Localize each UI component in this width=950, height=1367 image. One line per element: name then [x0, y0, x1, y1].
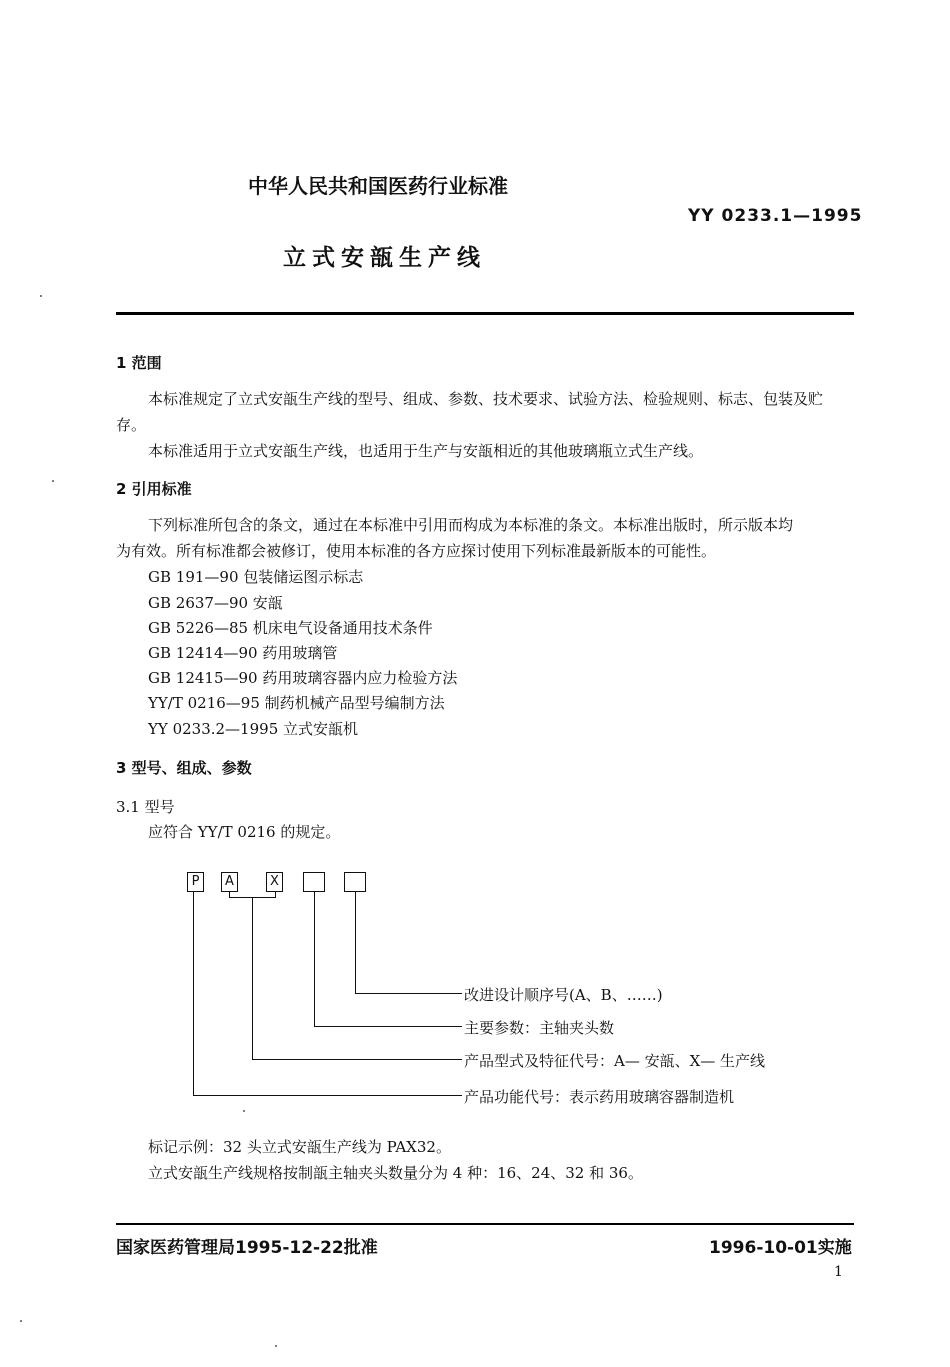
page-number: 1 — [834, 1264, 843, 1280]
ax-tick-x — [275, 892, 276, 898]
standard-number: YY 0233.1—1995 — [688, 206, 863, 226]
section-3-1-heading: 3.1 型号 — [116, 798, 175, 816]
ax-tick-a — [229, 892, 230, 898]
leader-line — [314, 892, 315, 1026]
label-product-function-code: 产品功能代号：表示药用玻璃容器制造机 — [464, 1088, 735, 1106]
section-1-paragraph-2: 本标准适用于立式安瓿生产线，也适用于生产与安瓿相近的其他玻璃瓶立式生产线。 — [148, 442, 704, 460]
section-3-heading: 3 型号、组成、参数 — [116, 759, 252, 777]
leader-line — [355, 892, 356, 993]
approval-statement: 国家医药管理局1995-12-22批准 — [116, 1238, 378, 1258]
leader-line — [314, 1026, 462, 1027]
section-1-paragraph-1-cont: 存。 — [116, 416, 147, 434]
leader-line — [252, 1059, 462, 1060]
code-box-blank-1 — [303, 872, 325, 892]
code-box-a: A — [221, 872, 238, 892]
code-box-blank-2 — [344, 872, 366, 892]
section-2-paragraph-1: 下列标准所包含的条文，通过在本标准中引用而构成为本标准的条文。本标准出版时，所示版本均 — [148, 516, 794, 534]
reference-item: GB 5226—85 机床电气设备通用技术条件 — [148, 619, 433, 637]
marking-example: 标记示例：32 头立式安瓿生产线为 PAX32。 — [148, 1138, 451, 1156]
scan-speck — [20, 1320, 22, 1322]
section-1-paragraph-1: 本标准规定了立式安瓿生产线的型号、组成、参数、技术要求、试验方法、检验规则、标志、包装及贮 — [148, 390, 824, 408]
label-product-type-code: 产品型式及特征代号：A— 安瓿、X— 生产线 — [464, 1052, 766, 1070]
reference-item: GB 191—90 包装储运图示标志 — [148, 568, 364, 586]
org-title: 中华人民共和国医药行业标准 — [248, 174, 508, 198]
scan-speck — [243, 1110, 245, 1112]
leader-line — [252, 898, 253, 1059]
leader-line — [355, 993, 462, 994]
scan-speck — [40, 295, 42, 297]
code-box-p: P — [187, 872, 204, 892]
label-revision-sequence: 改进设计顺序号(A、B、……) — [464, 986, 663, 1004]
reference-item: GB 12414—90 药用玻璃管 — [148, 644, 338, 662]
section-3-1-text: 应符合 YY/T 0216 的规定。 — [148, 823, 341, 841]
leader-line — [193, 892, 194, 1095]
reference-item: GB 12415—90 药用玻璃容器内应力检验方法 — [148, 669, 458, 687]
document-title: 立式安瓿生产线 — [283, 245, 486, 271]
footer-rule — [116, 1223, 854, 1225]
effective-date: 1996-10-01实施 — [709, 1238, 852, 1258]
section-2-paragraph-1-cont: 为有效。所有标准都会被修订，使用本标准的各方应探讨使用下列标准最新版本的可能性。 — [116, 542, 717, 560]
reference-item: GB 2637—90 安瓿 — [148, 594, 283, 612]
section-2-heading: 2 引用标准 — [116, 480, 192, 498]
leader-line — [193, 1095, 462, 1096]
label-main-parameter: 主要参数：主轴夹头数 — [464, 1019, 615, 1037]
scan-speck — [52, 480, 54, 482]
specification-note: 立式安瓿生产线规格按制瓿主轴夹头数量分为 4 种：16、24、32 和 36。 — [148, 1164, 643, 1182]
section-1-heading: 1 范围 — [116, 354, 162, 372]
reference-item: YY 0233.2—1995 立式安瓿机 — [148, 720, 359, 738]
header-rule — [116, 312, 854, 315]
code-box-x: X — [266, 872, 283, 892]
scan-speck — [275, 1345, 277, 1347]
reference-item: YY/T 0216—95 制药机械产品型号编制方法 — [148, 694, 445, 712]
